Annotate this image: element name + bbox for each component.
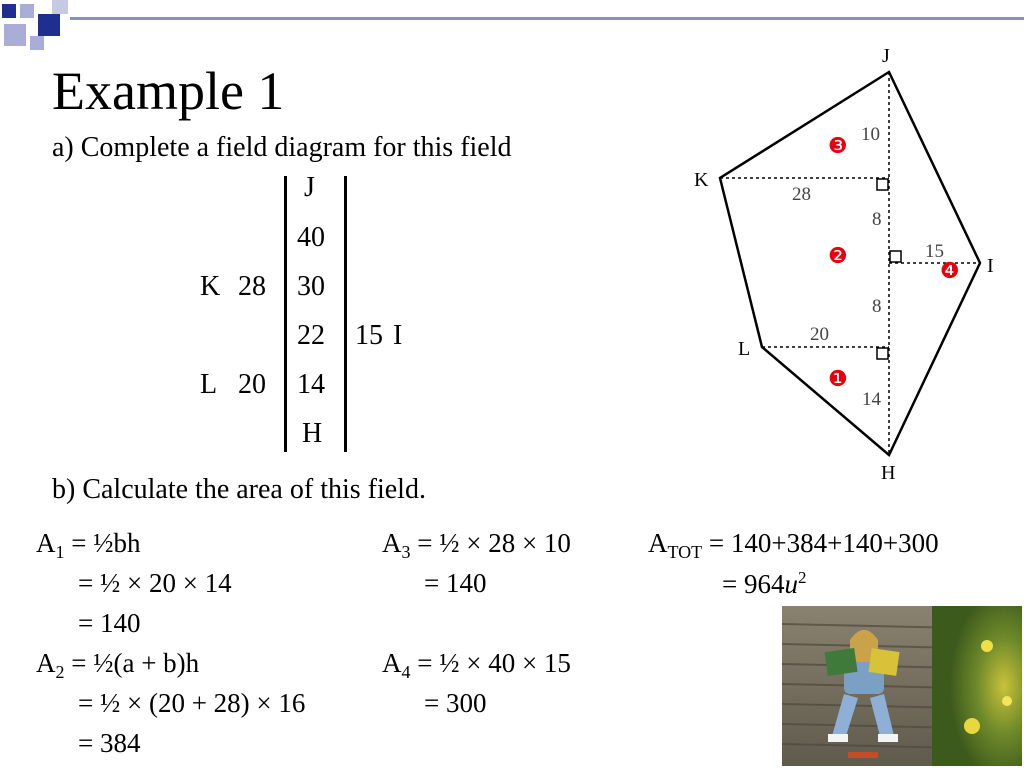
calc-line: = 384	[78, 728, 141, 758]
segment-label: 14	[862, 389, 881, 410]
field-center-value: 40	[297, 222, 325, 253]
calc-line: = 300	[424, 688, 487, 718]
segment-label: 28	[792, 184, 811, 205]
calc-subscript: 4	[401, 662, 411, 682]
calc-expression: = ½ × 40 × 15	[410, 648, 571, 678]
field-right-label: I	[393, 320, 403, 351]
calc-line: = ½ × 20 × 14	[78, 568, 232, 598]
field-center-value: 30	[297, 271, 325, 302]
point-label-h: H	[881, 462, 896, 484]
part-b-text: b) Calculate the area of this field.	[52, 474, 426, 505]
calc-unit-variable: u	[784, 569, 798, 599]
calc-line	[382, 528, 571, 563]
calc-subscript: TOT	[667, 542, 703, 562]
field-right-offset: 15	[355, 320, 383, 351]
segment-label: 20	[810, 324, 829, 345]
field-left-offset: 28	[238, 271, 266, 302]
point-label-i: I	[987, 255, 994, 277]
student-photo	[782, 606, 1022, 766]
field-left-label: L	[200, 369, 218, 400]
field-center-value: 22	[297, 320, 325, 351]
calc-expression: = ½(a + b)h	[64, 648, 200, 678]
calc-subscript: 1	[55, 542, 65, 562]
segment-label: 15	[925, 241, 944, 262]
segment-label: 8	[872, 209, 882, 230]
segment-label: 10	[861, 124, 880, 145]
calc-symbol: A	[36, 528, 56, 558]
field-left-offset: 20	[238, 369, 266, 400]
calc-subscript: 3	[401, 542, 411, 562]
calc-line	[382, 648, 571, 683]
region-marker-2: ❷	[828, 244, 848, 269]
point-label-k: K	[694, 169, 709, 191]
region-marker-3: ❸	[828, 134, 848, 159]
point-label-l: L	[738, 338, 751, 360]
field-center-value: 14	[297, 369, 325, 400]
calc-symbol: A	[36, 648, 56, 678]
slide-title: Example 1	[52, 61, 285, 121]
calc-line	[36, 648, 199, 683]
calc-symbol: A	[382, 528, 402, 558]
calc-line: = ½ × (20 + 28) × 16	[78, 688, 306, 718]
field-top-label: J	[304, 172, 315, 203]
student-photo-illustration	[782, 606, 1022, 766]
calc-line: = 140	[424, 568, 487, 598]
calc-line	[36, 528, 140, 563]
calc-expression: = 140+384+140+300	[702, 528, 939, 558]
calc-expression: = ½bh	[64, 528, 141, 558]
calc-line	[722, 568, 806, 600]
region-marker-1: ❶	[828, 367, 848, 392]
calc-line	[648, 528, 939, 563]
calc-subscript: 2	[55, 662, 65, 682]
part-a-text: a) Complete a field diagram for this field	[52, 132, 512, 163]
calc-line: = 140	[78, 608, 141, 638]
calc-symbol: A	[382, 648, 402, 678]
calc-symbol: A	[648, 528, 668, 558]
calc-result: = 964	[722, 569, 785, 599]
field-left-label: K	[200, 271, 221, 302]
calc-expression: = ½ × 28 × 10	[410, 528, 571, 558]
calc-superscript: 2	[797, 568, 807, 587]
field-bottom-label: H	[302, 418, 323, 449]
region-marker-4: ❹	[940, 259, 960, 284]
segment-label: 8	[872, 296, 882, 317]
point-label-j: J	[882, 45, 890, 67]
